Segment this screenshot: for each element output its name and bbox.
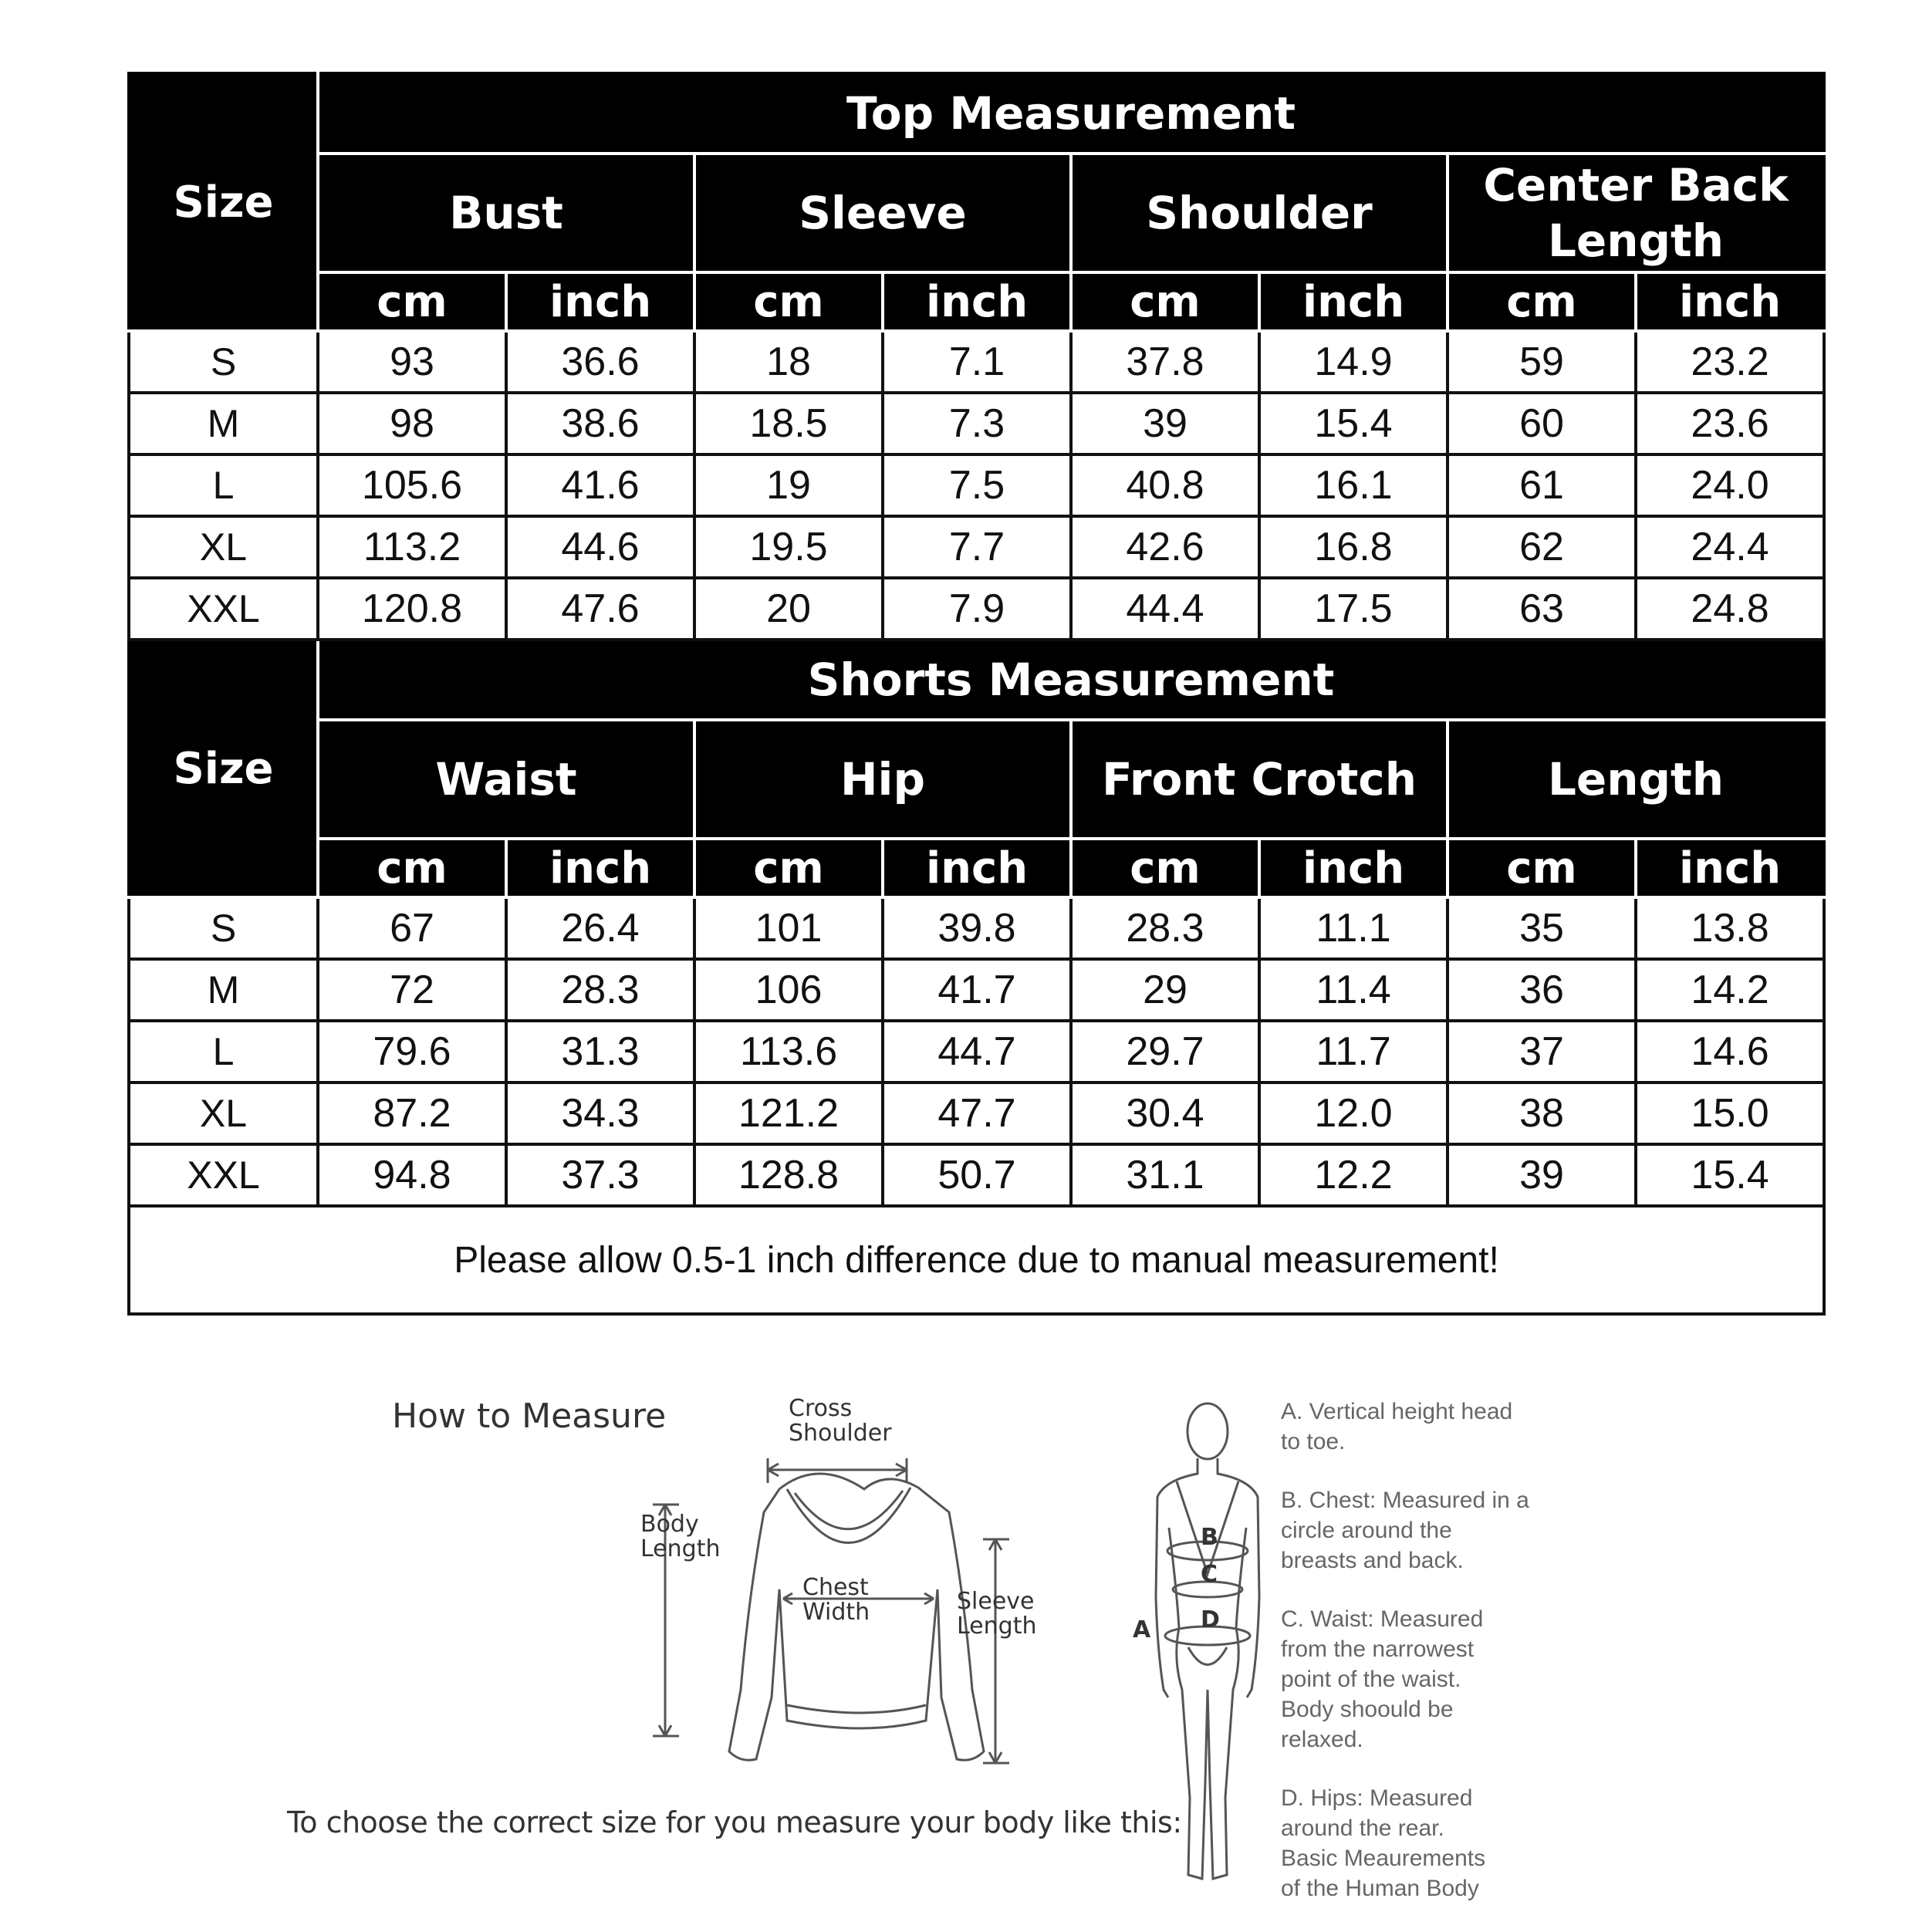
value-cell: 120.8 — [318, 578, 506, 640]
body-letter-a: A — [1133, 1616, 1151, 1643]
top-title-row — [129, 73, 1824, 154]
value-cell: 79.6 — [318, 1021, 506, 1083]
value-cell: 39 — [1448, 1144, 1636, 1206]
value-cell: 87.2 — [318, 1083, 506, 1144]
shorts-unit-row — [129, 839, 1824, 897]
size-cell: S — [129, 331, 318, 393]
top-unit-inch: inch — [1259, 272, 1448, 331]
body-letter-c: C — [1201, 1561, 1218, 1588]
value-cell: 41.6 — [506, 454, 694, 516]
value-cell: 93 — [318, 331, 506, 393]
measurement-disclaimer: Please allow 0.5-1 inch difference due to manual measurement! — [129, 1206, 1824, 1314]
value-cell: 23.2 — [1636, 331, 1824, 393]
shorts-measure-hip: Hip — [694, 720, 1071, 839]
note-a: A. Vertical height head to toe. — [1281, 1399, 1513, 1454]
table-row — [129, 516, 1824, 578]
value-cell: 23.6 — [1636, 393, 1824, 454]
value-cell: 7.3 — [883, 393, 1071, 454]
value-cell: 37.3 — [506, 1144, 694, 1206]
value-cell: 36 — [1448, 959, 1636, 1021]
value-cell: 39 — [1071, 393, 1259, 454]
size-table-body — [129, 73, 1824, 1314]
value-cell: 62 — [1448, 516, 1636, 578]
table-row — [129, 454, 1824, 516]
value-cell: 59 — [1448, 331, 1636, 393]
note-c: C. Waist: Measured from the narrowest point of the waist. Body shoould be relaxed. — [1281, 1606, 1484, 1752]
value-cell: 11.7 — [1259, 1021, 1448, 1083]
table-row — [129, 578, 1824, 640]
shorts-title-row — [129, 640, 1824, 720]
value-cell: 128.8 — [694, 1144, 883, 1206]
value-cell: 20 — [694, 578, 883, 640]
shorts-unit-cm: cm — [1448, 839, 1636, 897]
shorts-unit-inch: inch — [1636, 839, 1824, 897]
top-size-header: Size — [129, 73, 318, 331]
value-cell: 34.3 — [506, 1083, 694, 1144]
value-cell: 37.8 — [1071, 331, 1259, 393]
value-cell: 24.0 — [1636, 454, 1824, 516]
size-cell: XXL — [129, 1144, 318, 1206]
table-row — [129, 1083, 1824, 1144]
table-row — [129, 1021, 1824, 1083]
value-cell: 12.0 — [1259, 1083, 1448, 1144]
value-cell: 35 — [1448, 897, 1636, 959]
value-cell: 44.4 — [1071, 578, 1259, 640]
value-cell: 47.7 — [883, 1083, 1071, 1144]
shorts-unit-inch: inch — [1259, 839, 1448, 897]
value-cell: 29.7 — [1071, 1021, 1259, 1083]
value-cell: 24.8 — [1636, 578, 1824, 640]
shorts-unit-cm: cm — [1071, 839, 1259, 897]
value-cell: 38.6 — [506, 393, 694, 454]
value-cell: 113.2 — [318, 516, 506, 578]
value-cell: 31.3 — [506, 1021, 694, 1083]
value-cell: 39.8 — [883, 897, 1071, 959]
top-unit-cm: cm — [694, 272, 883, 331]
value-cell: 17.5 — [1259, 578, 1448, 640]
value-cell: 7.5 — [883, 454, 1071, 516]
size-cell: XL — [129, 516, 318, 578]
size-chart — [127, 72, 1823, 1316]
value-cell: 113.6 — [694, 1021, 883, 1083]
value-cell: 13.8 — [1636, 897, 1824, 959]
size-cell: XL — [129, 1083, 318, 1144]
shorts-measure-length: Length — [1448, 720, 1824, 839]
value-cell: 11.1 — [1259, 897, 1448, 959]
note-b: B. Chest: Measured in a circle around the breasts and back. — [1281, 1488, 1529, 1573]
value-cell: 98 — [318, 393, 506, 454]
table-row — [129, 1144, 1824, 1206]
value-cell: 14.2 — [1636, 959, 1824, 1021]
value-cell: 15.0 — [1636, 1083, 1824, 1144]
value-cell: 19.5 — [694, 516, 883, 578]
size-cell: L — [129, 454, 318, 516]
top-title: Top Measurement — [318, 73, 1824, 154]
measure-guide — [0, 1366, 1929, 1929]
body-letter-b: B — [1201, 1524, 1218, 1551]
body-length-label: Body Length — [640, 1511, 721, 1562]
value-cell: 29 — [1071, 959, 1259, 1021]
value-cell: 7.9 — [883, 578, 1071, 640]
value-cell: 16.1 — [1259, 454, 1448, 516]
value-cell: 44.7 — [883, 1021, 1071, 1083]
top-measure-center-back-length: Center Back Length — [1448, 154, 1824, 272]
size-cell: L — [129, 1021, 318, 1083]
cross-shoulder-label: Cross Shoulder — [789, 1395, 892, 1447]
value-cell: 7.1 — [883, 331, 1071, 393]
how-to-measure-title: How to Measure — [392, 1397, 667, 1436]
shorts-measure-waist: Waist — [318, 720, 694, 839]
shorts-unit-cm: cm — [318, 839, 506, 897]
top-measure-bust: Bust — [318, 154, 694, 272]
value-cell: 50.7 — [883, 1144, 1071, 1206]
value-cell: 36.6 — [506, 331, 694, 393]
table-row — [129, 959, 1824, 1021]
value-cell: 28.3 — [506, 959, 694, 1021]
table-row — [129, 393, 1824, 454]
value-cell: 106 — [694, 959, 883, 1021]
value-cell: 44.6 — [506, 516, 694, 578]
sleeve-length-label: Sleeve Length — [957, 1588, 1037, 1640]
value-cell: 41.7 — [883, 959, 1071, 1021]
size-cell: XXL — [129, 578, 318, 640]
value-cell: 61 — [1448, 454, 1636, 516]
value-cell: 16.8 — [1259, 516, 1448, 578]
value-cell: 40.8 — [1071, 454, 1259, 516]
top-unit-cm: cm — [1448, 272, 1636, 331]
value-cell: 15.4 — [1259, 393, 1448, 454]
top-unit-row — [129, 272, 1824, 331]
value-cell: 18 — [694, 331, 883, 393]
value-cell: 11.4 — [1259, 959, 1448, 1021]
shorts-size-header: Size — [129, 640, 318, 897]
measurement-notes — [1281, 1397, 1589, 1932]
value-cell: 101 — [694, 897, 883, 959]
size-table — [127, 72, 1826, 1316]
table-row — [129, 331, 1824, 393]
choose-size-instruction: To choose the correct size for you measure your body like this: — [287, 1805, 1182, 1839]
top-unit-cm: cm — [1071, 272, 1259, 331]
shorts-unit-inch: inch — [506, 839, 694, 897]
shorts-measure-row — [129, 720, 1824, 839]
value-cell: 67 — [318, 897, 506, 959]
note-d: D. Hips: Measured around the rear. Basic Meaurements of the Human Body — [1281, 1785, 1486, 1901]
top-measure-sleeve: Sleeve — [694, 154, 1071, 272]
size-cell: M — [129, 959, 318, 1021]
value-cell: 7.7 — [883, 516, 1071, 578]
value-cell: 47.6 — [506, 578, 694, 640]
value-cell: 28.3 — [1071, 897, 1259, 959]
value-cell: 94.8 — [318, 1144, 506, 1206]
value-cell: 42.6 — [1071, 516, 1259, 578]
value-cell: 60 — [1448, 393, 1636, 454]
value-cell: 72 — [318, 959, 506, 1021]
value-cell: 18.5 — [694, 393, 883, 454]
value-cell: 15.4 — [1636, 1144, 1824, 1206]
value-cell: 14.9 — [1259, 331, 1448, 393]
size-cell: M — [129, 393, 318, 454]
top-unit-inch: inch — [1636, 272, 1824, 331]
value-cell: 37 — [1448, 1021, 1636, 1083]
table-row — [129, 897, 1824, 959]
value-cell: 14.6 — [1636, 1021, 1824, 1083]
value-cell: 12.2 — [1259, 1144, 1448, 1206]
chest-width-label: Chest Width — [802, 1574, 870, 1626]
value-cell: 19 — [694, 454, 883, 516]
value-cell: 38 — [1448, 1083, 1636, 1144]
shorts-title: Shorts Measurement — [318, 640, 1824, 720]
value-cell: 24.4 — [1636, 516, 1824, 578]
value-cell: 30.4 — [1071, 1083, 1259, 1144]
value-cell: 31.1 — [1071, 1144, 1259, 1206]
shorts-unit-inch: inch — [883, 839, 1071, 897]
human-body-diagram — [1134, 1397, 1281, 1921]
size-cell: S — [129, 897, 318, 959]
top-measure-shoulder: Shoulder — [1071, 154, 1448, 272]
value-cell: 63 — [1448, 578, 1636, 640]
top-measure-row — [129, 154, 1824, 272]
body-letter-d: D — [1201, 1606, 1220, 1633]
shorts-unit-cm: cm — [694, 839, 883, 897]
value-cell: 26.4 — [506, 897, 694, 959]
note-row — [129, 1206, 1824, 1314]
shorts-measure-front-crotch: Front Crotch — [1071, 720, 1448, 839]
value-cell: 105.6 — [318, 454, 506, 516]
top-unit-inch: inch — [506, 272, 694, 331]
top-unit-cm: cm — [318, 272, 506, 331]
top-unit-inch: inch — [883, 272, 1071, 331]
value-cell: 121.2 — [694, 1083, 883, 1144]
